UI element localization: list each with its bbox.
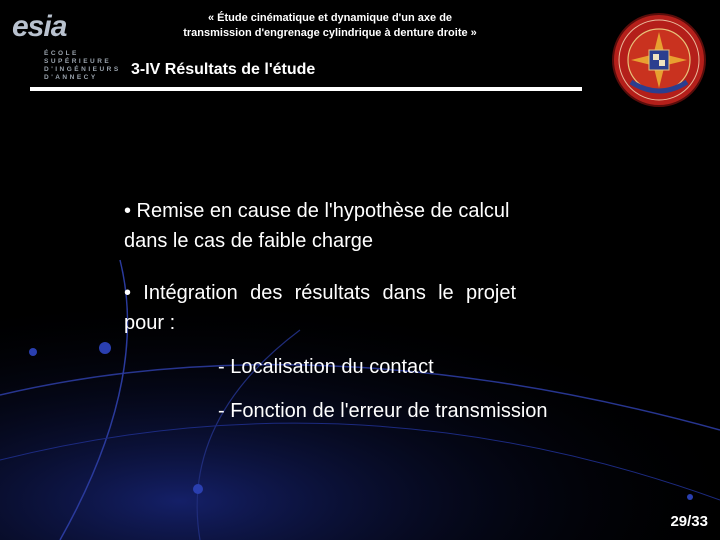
school-seal-icon <box>611 12 707 108</box>
title-line-1: « Étude cinématique et dynamique d'un axe de <box>207 12 453 24</box>
logo-sub-line: D'ANNECY <box>44 74 98 81</box>
sub-item-transmission-error: - Fonction de l'erreur de transmission <box>218 400 548 422</box>
decor-dot <box>193 484 203 494</box>
decor-dot <box>687 494 693 500</box>
logo-subtitle <box>44 50 121 82</box>
section-title: 3-IV Résultats de l'étude <box>131 61 316 78</box>
sub-item-contact: - Localisation du contact <box>218 356 434 378</box>
decor-dot <box>99 342 111 354</box>
logo-sub-line: SUPÉRIEURE <box>44 58 112 65</box>
presentation-title <box>160 11 500 41</box>
header-divider <box>30 87 582 91</box>
page-number: 29/33 <box>670 513 708 530</box>
title-line-2: transmission d'engrenage cylindrique à denture droite » <box>183 27 477 39</box>
bullet-hypothesis: • Remise en cause de l'hypothèse de calcul dans le cas de faible charge <box>124 200 510 252</box>
logo-sub-line: ÉCOLE <box>44 50 79 57</box>
esia-logo <box>12 10 121 90</box>
logo-wordmark: esia <box>12 10 67 43</box>
bullet-integration: • Intégration des résultats dans le projet pour : <box>124 282 516 334</box>
decor-dot <box>29 348 37 356</box>
logo-sub-line: D'INGÉNIEURS <box>44 66 121 73</box>
